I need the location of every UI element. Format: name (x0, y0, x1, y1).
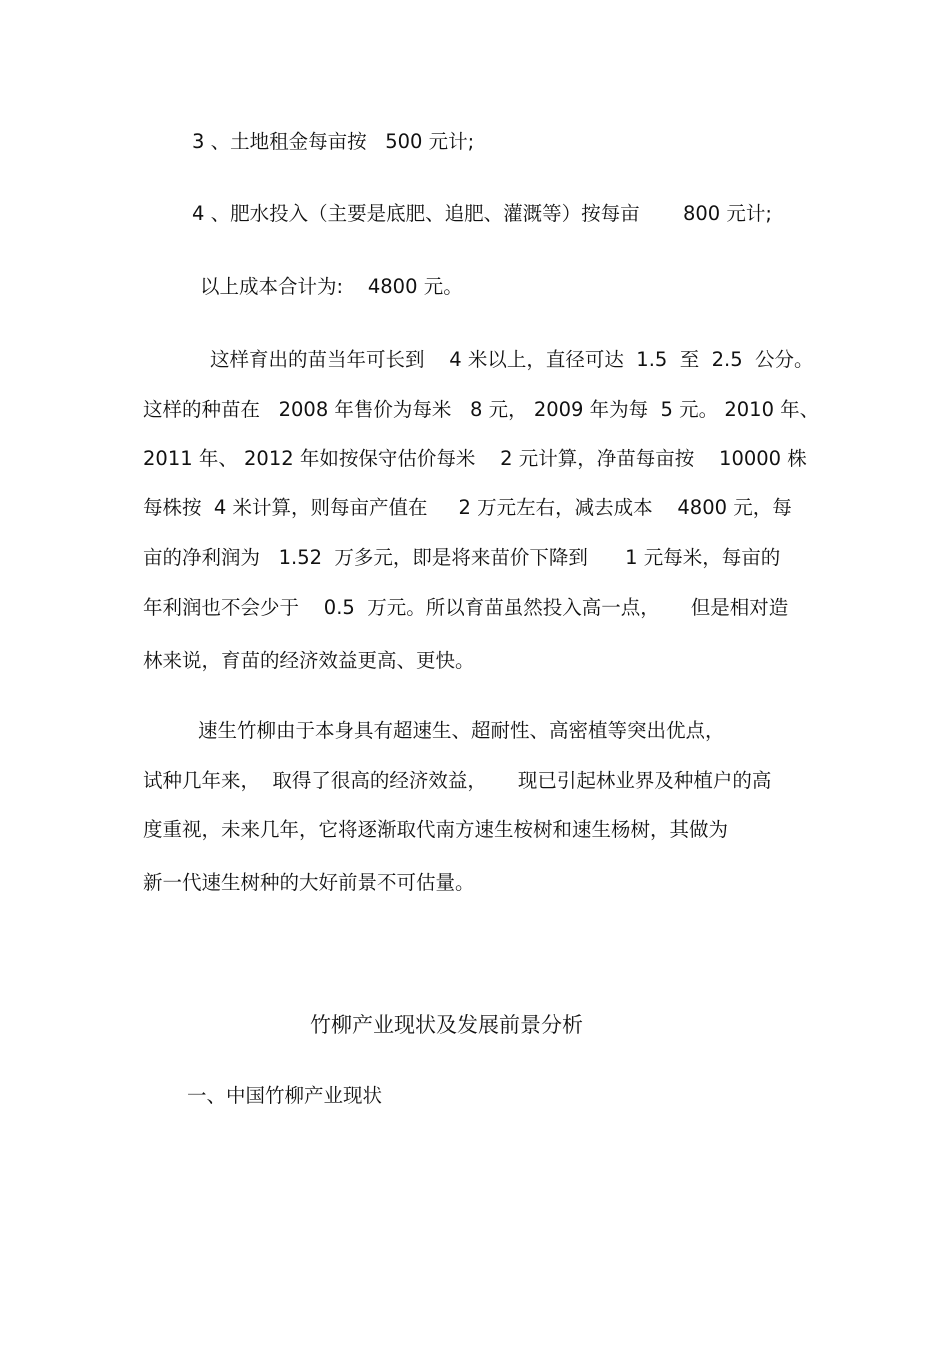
section-title: 竹柳产业现状及发展前景分析 (310, 1013, 583, 1037)
cost-item-4: 4 、肥水投入（主要是底肥、追肥、灌溉等）按每亩 800 元计; (192, 202, 772, 225)
paragraph1-line4: 每株按 4 米计算，则每亩产值在 2 万元左右，减去成本 4800 元，每 (143, 496, 792, 519)
subsection-title: 一、中国竹柳产业现状 (187, 1084, 383, 1107)
cost-total: 以上成本合计为: 4800 元。 (200, 275, 463, 298)
paragraph1-line7: 林来说，育苗的经济效益更高、更快。 (143, 649, 475, 672)
paragraph2-line2: 试种几年来， 取得了很高的经济效益， 现已引起林业界及种植户的高 (143, 769, 772, 792)
paragraph1-line1: 这样育出的苗当年可长到 4 米以上，直径可达 1.5 至 2.5 公分。 (210, 348, 814, 371)
paragraph1-line2: 这样的种苗在 2008 年售价为每米 8 元， 2009 年为每 5 元。 2010 年、 (143, 398, 820, 421)
paragraph1-line5: 亩的净利润为 1.52 万多元，即是将来苗价下降到 1 元每米，每亩的 (143, 546, 781, 569)
paragraph2-line1: 速生竹柳由于本身具有超速生、超耐性、高密植等突出优点， (198, 719, 725, 742)
paragraph1-line6: 年利润也不会少于 0.5 万元。所以育苗虽然投入高一点， 但是相对造 (143, 596, 789, 619)
paragraph2-line4: 新一代速生树种的大好前景不可估量。 (143, 871, 475, 894)
paragraph2-line3: 度重视，未来几年，它将逐渐取代南方速生桉树和速生杨树，其做为 (143, 818, 729, 841)
paragraph1-line3: 2011 年、 2012 年如按保守估价每米 2 元计算，净苗每亩按 10000 株 (143, 447, 807, 470)
cost-item-3: 3 、土地租金每亩按 500 元计; (192, 130, 475, 153)
